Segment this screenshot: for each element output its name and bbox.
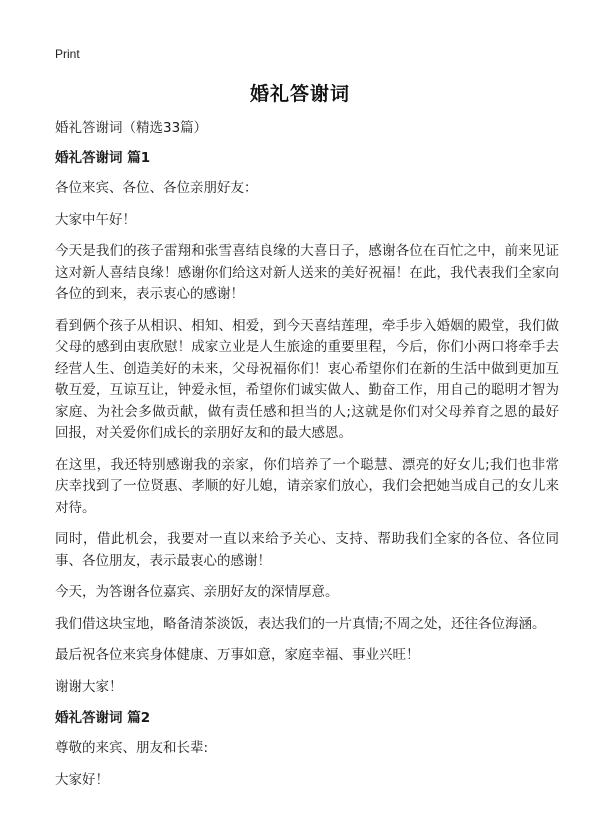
section-heading: 婚礼答谢词 篇1 <box>55 150 151 166</box>
section-2 <box>55 708 559 791</box>
section-1 <box>55 148 559 698</box>
document-subtitle: 婚礼答谢词（精选33篇） <box>55 120 208 136</box>
paragraph: 大家中午好！ <box>55 211 136 228</box>
page-title: 婚礼答谢词 <box>249 83 350 105</box>
paragraph: 我们借这块宝地，略备清茶淡饭，表达我们的一片真情;不周之处，还往各位海涵。 <box>55 615 546 632</box>
paragraph: 在这里，我还特别感谢我的亲家，你们培养了一个聪慧、漂亮的好女儿;我们也非常庆幸找到了一位贤惠、孝顺的好儿媳，请亲家们放心，我们会把她当成自己的女儿来对待。 <box>55 456 559 516</box>
paragraph: 今天是我们的孩子雷翔和张雪喜结良缘的大喜日子，感谢各位在百忙之中，前来见证这对新人喜结良缘！感谢你们给这对新人送来的美好祝福！在此，我代表我们全家向各位的到来，表示衷心的感谢！ <box>55 243 559 302</box>
print-link[interactable]: Print <box>55 47 80 61</box>
paragraph: 尊敬的来宾、朋友和长辈: <box>55 740 209 756</box>
document-body <box>55 118 559 801</box>
paragraph: 谢谢大家！ <box>55 678 123 695</box>
paragraph: 各位来宾、各位、各位亲朋好友： <box>55 180 258 196</box>
paragraph: 大家好！ <box>55 771 109 788</box>
section-heading: 婚礼答谢词 篇2 <box>55 710 151 726</box>
paragraph: 最后祝各位来宾身体健康、万事如意，家庭幸福、事业兴旺！ <box>55 647 420 663</box>
paragraph: 今天，为答谢各位嘉宾、亲朋好友的深情厚意。 <box>55 584 339 600</box>
paragraph: 看到俩个孩子从相识、相知、相爱，到今天喜结莲理，牵手步入婚姻的殿堂，我们做父母的感到由衷欣慰！成家立业是人生旅途的重要里程，今后，你们小两口将牵手去经营人生、创造美好的未来，父母祝福你们！衷心希望你们在新的生活中做到更加互敬互爱，互谅互让，钟爱永恒，希望你们诚实做人、勤奋工作，用自己的聪明才智为家庭、为社会多做贡献，做有责任感和担当的人;这就是你们对父母养育之恩的最好回报，对关爱你们成长的亲朋好友和的最大感恩。 <box>55 317 559 441</box>
paragraph: 同时，借此机会，我要对一直以来给予关心、支持、帮助我们全家的各位、各位同事、各位朋友，表示最衷心的感谢！ <box>55 531 559 569</box>
